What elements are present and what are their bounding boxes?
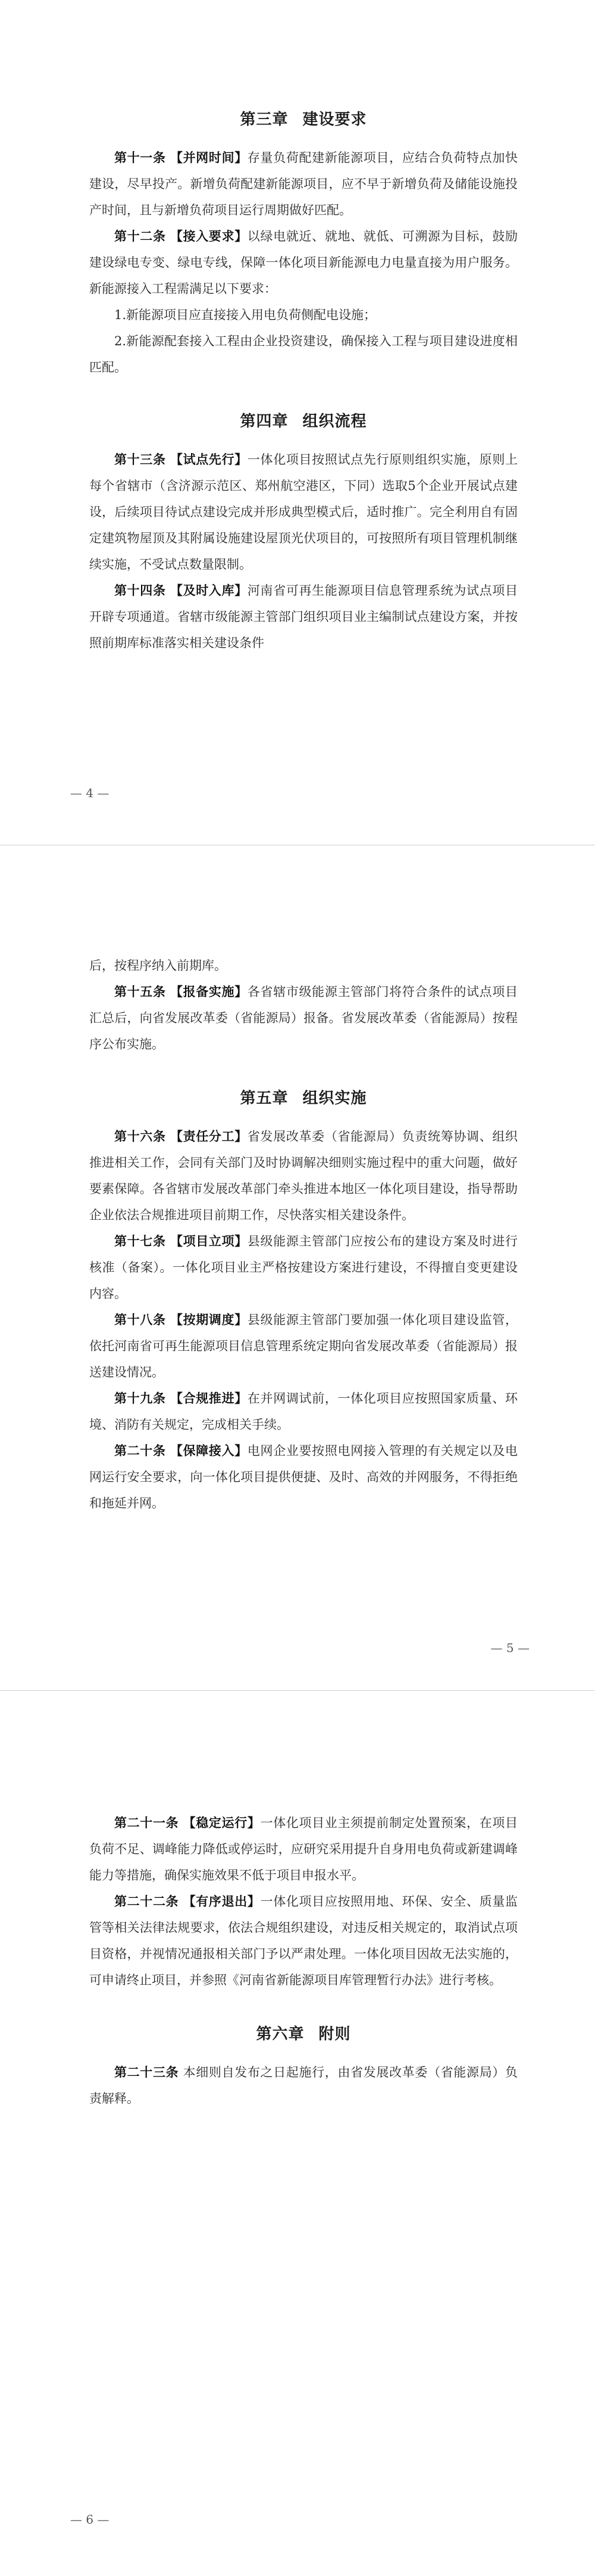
article-21-key: 【稳定运行】 <box>183 1815 261 1830</box>
chapter-4-title <box>89 409 518 431</box>
chapter-5-number: 第五章 <box>240 1089 289 1107</box>
article-12-text: 以绿电就近、就地、就低、可溯源为目标，鼓励建设绿电专变、绿电专线，保障一体化项目新能源电力电量直接为用户服务。新能源接入工程需满足以下要求： <box>89 229 518 296</box>
article-11-text: 存量负荷配建新能源项目，应结合负荷特点加快建设，尽早投产。新增负荷配建新能源项目，应不早于新增负荷及储能设施投产时间，且与新增负荷项目运行周期做好匹配。 <box>89 151 518 217</box>
article-19-text: 在并网调试前，一体化项目应按照国家质量、环境、消防有关规定，完成相关手续。 <box>89 1391 518 1432</box>
article-12-item-1: 1.新能源项目应直接接入用电负荷侧配电设施； <box>114 308 377 322</box>
page-number-4: — 4 — <box>70 786 109 800</box>
article-11-head: 第十一条 <box>114 151 166 165</box>
article-22-head: 第二十二条 <box>114 1894 179 1909</box>
chapter-5-name: 组织实施 <box>302 1089 367 1107</box>
article-14 <box>89 577 518 656</box>
chapter-3-name: 建设要求 <box>302 111 367 129</box>
chapter-4-name: 组织流程 <box>302 413 367 430</box>
article-12-item-2: 2.新能源配套接入工程由企业投资建设，确保接入工程与项目建设进度相匹配。 <box>89 334 518 374</box>
article-21-text: 一体化项目业主须提前制定处置预案，在项目负荷不足、调峰能力降低或停运时，应研究采用提升自身用电负荷或新建调峰能力等措施，确保实施效果不低于项目申报水平。 <box>89 1816 518 1882</box>
page-number-5: — 5 — <box>490 1641 530 1655</box>
article-16-key: 【责任分工】 <box>170 1129 248 1144</box>
article-14-continued: 后，按程序纳入前期库。 <box>89 958 227 973</box>
article-14-head: 第十四条 <box>114 583 166 598</box>
page-6 <box>0 1691 595 2576</box>
page-4-content <box>89 107 518 656</box>
page-4 <box>0 0 595 845</box>
article-12-key: 【接入要求】 <box>170 229 248 243</box>
article-15 <box>89 979 518 1057</box>
article-17 <box>89 1228 518 1307</box>
article-17-text: 县级能源主管部门应按公布的建设方案及时进行核准（备案）。一体化项目业主严格按建设方案进行建设，不得擅自变更建设内容。 <box>89 1234 518 1301</box>
article-16 <box>89 1123 518 1228</box>
article-17-key: 【项目立项】 <box>170 1234 248 1248</box>
article-12 <box>89 223 518 302</box>
article-18-key: 【按期调度】 <box>170 1312 248 1327</box>
article-13-text: 一体化项目按照试点先行原则组织实施，原则上每个省辖市（含济源示范区、郑州航空港区，下同）选取5个企业开展试点建设，后续项目待试点建设完成并形成典型模式后，适时推广。完全利用自有固定建筑物屋顶及其附属设施建设屋顶光伏项目的，可按照所有项目管理机制继续实施，不受试点数量限制。 <box>89 452 518 572</box>
article-23 <box>89 2059 518 2112</box>
article-22-key: 【有序退出】 <box>183 1894 261 1909</box>
chapter-3-title <box>89 107 518 129</box>
article-19-head: 第十九条 <box>114 1391 166 1406</box>
article-15-head: 第十五条 <box>114 985 166 999</box>
article-23-text: 本细则自发布之日起施行，由省发展改革委（省能源局）负责解释。 <box>89 2065 518 2106</box>
chapter-6-title <box>89 2022 518 2044</box>
article-11 <box>89 145 518 223</box>
article-20-head: 第二十条 <box>114 1444 166 1458</box>
page-5-content <box>89 953 518 1516</box>
article-11-key: 【并网时间】 <box>170 150 248 165</box>
chapter-6-number: 第六章 <box>256 2025 305 2043</box>
article-12-head: 第十二条 <box>114 229 166 243</box>
article-19-key: 【合规推进】 <box>170 1391 248 1406</box>
article-21 <box>89 1810 518 1888</box>
page-5 <box>0 845 595 1691</box>
article-23-head: 第二十三条 <box>114 2065 179 2079</box>
article-15-text: 各省辖市级能源主管部门将符合条件的试点项目汇总后，向省发展改革委（省能源局）报备。省发展改革委（省能源局）按程序公布实施。 <box>89 985 518 1051</box>
page-number-6: — 6 — <box>70 2512 109 2527</box>
article-16-head: 第十六条 <box>114 1129 166 1144</box>
article-20-text: 电网企业要按照电网接入管理的有关规定以及电网运行安全要求，向一体化项目提供便捷、及时、高效的并网服务，不得拒绝和拖延并网。 <box>89 1444 518 1510</box>
article-17-head: 第十七条 <box>114 1234 166 1248</box>
page-6-content <box>89 1810 518 2112</box>
article-16-text: 省发展改革委（省能源局）负责统筹协调、组织推进相关工作，会同有关部门及时协调解决细则实施过程中的重大问题，做好要素保障。各省辖市发展改革部门牵头推进本地区一体化项目建设，指导帮助企业依法合规推进项目前期工作，尽快落实相关建设条件。 <box>89 1129 518 1222</box>
chapter-3-number: 第三章 <box>240 111 289 129</box>
article-20 <box>89 1438 518 1516</box>
chapter-6-name: 附则 <box>318 2025 351 2043</box>
article-14-key: 【及时入库】 <box>170 583 248 598</box>
article-19 <box>89 1385 518 1438</box>
article-20-key: 【保障接入】 <box>170 1443 248 1458</box>
article-13 <box>89 446 518 577</box>
article-21-head: 第二十一条 <box>114 1816 179 1830</box>
article-18 <box>89 1307 518 1385</box>
article-22-text: 一体化项目应按照用地、环保、安全、质量监管等相关法律法规要求，依法合规组织建设，对违反相关规定的，取消试点项目资格，并视情况通报相关部门予以严肃处理。一体化项目因故无法实施的，可申请终止项目，并参照《河南省新能源项目库管理暂行办法》进行考核。 <box>89 1894 518 1987</box>
article-18-head: 第十八条 <box>114 1313 166 1327</box>
article-13-key: 【试点先行】 <box>170 452 248 467</box>
article-13-head: 第十三条 <box>114 452 166 467</box>
article-22 <box>89 1888 518 1993</box>
chapter-5-title <box>89 1086 518 1108</box>
chapter-4-number: 第四章 <box>240 413 289 430</box>
article-14-text: 河南省可再生能源项目信息管理系统为试点项目开辟专项通道。省辖市级能源主管部门组织项目业主编制试点建设方案，并按照前期库标准落实相关建设条件 <box>89 583 518 650</box>
article-18-text: 县级能源主管部门要加强一体化项目建设监管，依托河南省可再生能源项目信息管理系统定期向省发展改革委（省能源局）报送建设情况。 <box>89 1313 518 1379</box>
article-15-key: 【报备实施】 <box>170 984 248 999</box>
